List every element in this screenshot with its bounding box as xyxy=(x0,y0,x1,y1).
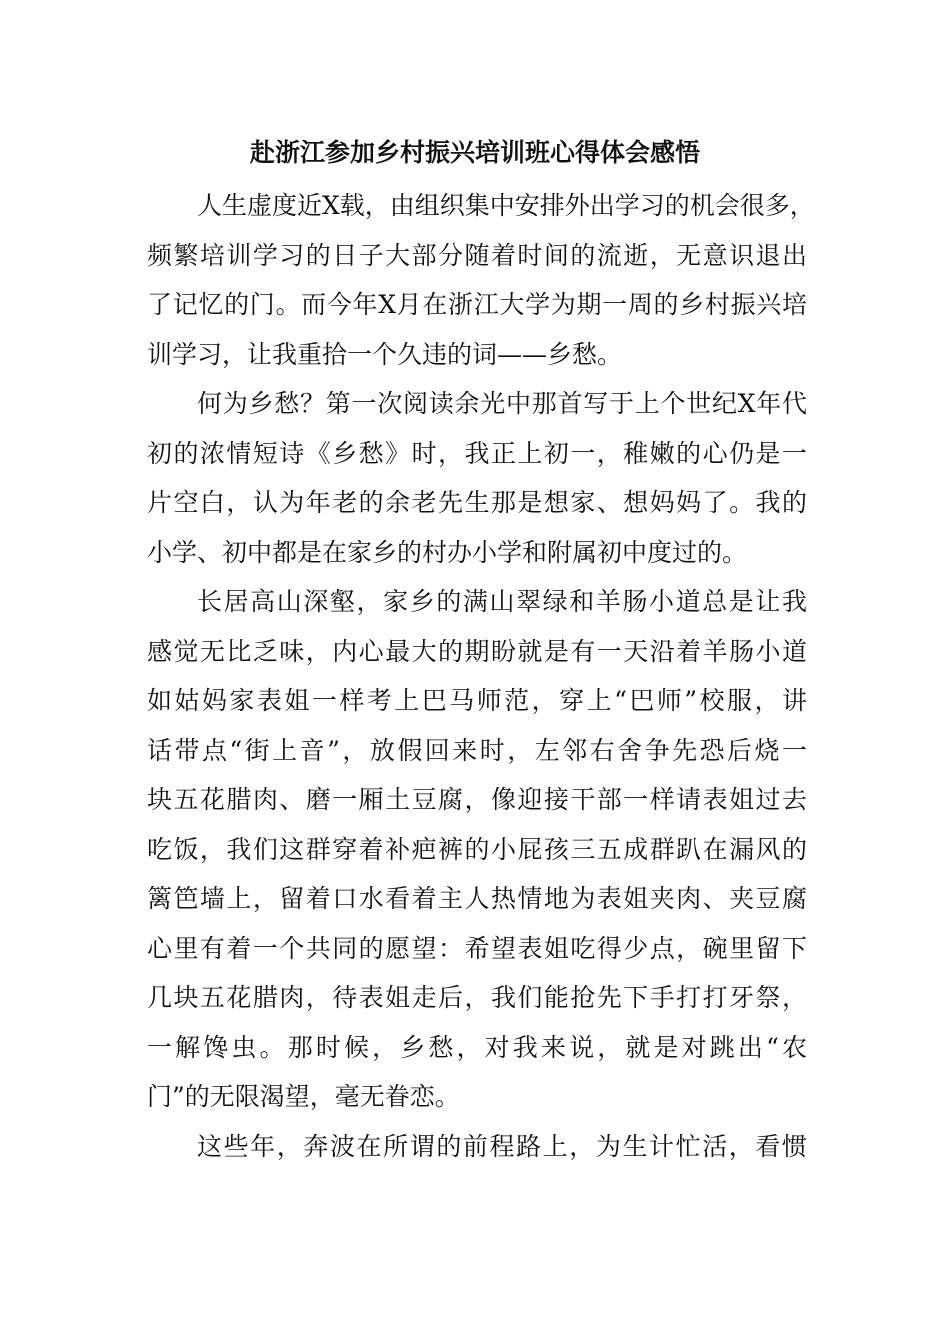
text-line: 片空白，认为年老的余老先生那是想家、想妈妈了。我的 xyxy=(147,488,807,517)
text-line: 话带点“街上音”，放假回来时，左邻右舍争先恐后烧一 xyxy=(147,735,807,765)
text-line: 这些年，奔波在所谓的前程路上，为生计忙活，看惯 xyxy=(197,1131,807,1161)
text-line: 何为乡愁？第一次阅读余光中那首写于上个世纪X年代 xyxy=(197,389,807,418)
text-line: 初的浓情短诗《乡愁》时，我正上初一，稚嫩的心仍是一 xyxy=(147,438,807,468)
text-line: 几块五花腊肉，待表姐走后，我们能抢先下手打打牙祭， xyxy=(147,983,807,1012)
paragraph xyxy=(147,1122,807,1172)
text-line: 一解馋虫。那时候，乡愁，对我来说，就是对跳出“农 xyxy=(147,1032,807,1062)
text-line: 门”的无限渴望，毫无眷恋。 xyxy=(147,1082,460,1111)
text-line: 吃饭，我们这群穿着补疤裤的小屁孩三五成群趴在漏风的 xyxy=(147,834,807,864)
text-line: 长居高山深壑，家乡的满山翠绿和羊肠小道总是让我 xyxy=(197,587,807,616)
text-line: 训学习，让我重拾一个久违的词——乡愁。 xyxy=(147,339,623,369)
text-line: 篱笆墙上，留着口水看着主人热情地为表姐夹肉、夹豆腐 xyxy=(147,884,807,913)
text-line: 小学、初中都是在家乡的村办小学和附属初中度过的。 xyxy=(147,537,748,567)
paragraph xyxy=(147,379,807,577)
document-body xyxy=(147,181,815,1171)
text-line: 感觉无比乏味，内心最大的期盼就是有一天沿着羊肠小道 xyxy=(147,636,807,666)
text-line: 如姑妈家表姐一样考上巴马师范，穿上“巴师”校服，讲 xyxy=(147,686,807,715)
document-title: 赴浙江参加乡村振兴培训班心得体会感悟 xyxy=(249,138,700,167)
text-line: 了记忆的门。而今年X月在浙江大学为期一周的乡村振兴培 xyxy=(147,290,807,319)
paragraph xyxy=(147,577,807,1122)
paragraph xyxy=(147,181,815,379)
text-line: 块五花腊肉、磨一厢土豆腐，像迎接干部一样请表姐过去 xyxy=(147,785,807,814)
text-line: 人生虚度近X载，由组织集中安排外出学习的机会很多， xyxy=(197,191,815,220)
text-line: 频繁培训学习的日子大部分随着时间的流逝，无意识退出 xyxy=(147,240,807,270)
text-line: 心里有着一个共同的愿望：希望表姐吃得少点，碗里留下 xyxy=(147,933,807,963)
